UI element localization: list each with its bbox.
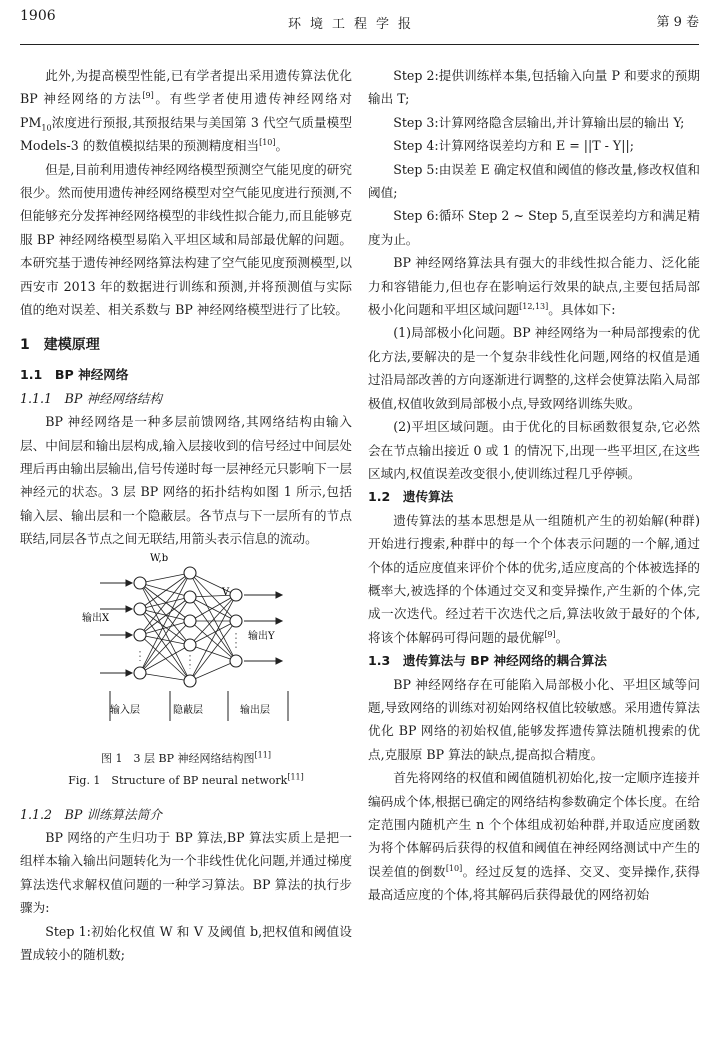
- hidden-node: [184, 639, 196, 651]
- subsection-heading: 1.2 遗传算法: [368, 489, 454, 505]
- volume-label: 第 9 卷: [656, 15, 699, 30]
- right-column: [368, 64, 700, 907]
- paragraph: 此外,为提高模型性能,已有学者提出采用遗传算法优化 BP 神经网络的方法[9]。有些学者使用遗传神经网络对 $PM_{10}$浓度进行预报,其预报结果与美国第 3 代空气质量模型 Models-3 的数值模拟结果的预测精度相当[10]。: [20, 68, 353, 154]
- paragraph: Step 1:初始化权值 W 和 V 及阈值 b,把权值和阈值设置成较小的随机数;: [20, 923, 352, 963]
- step-item: Step 2:提供训练样本集,包括输入向量 P 和要求的预期输出 T;: [368, 68, 700, 107]
- output-label: 输出Y: [248, 630, 275, 642]
- output-node: [230, 589, 242, 601]
- step-item: Step 4:计算网络误差均方和 E = ||T - Y||;: [393, 138, 634, 154]
- page-header: [0, 0, 717, 60]
- connection: [140, 583, 190, 597]
- citation: [12,13]: [519, 301, 549, 311]
- paragraph: (2)平坦区域问题。由于优化的目标函数很复杂,它必然会在节点输出接近 0 或 1 的情况下,出现一些平坦区,在这些区域内,权值误差改变很小,使训练过程几乎停顿。: [368, 419, 700, 481]
- paragraph: BP 神经网络算法具有强大的非线性拟合能力、泛化能力和容错能力,但也存在影响运行效果的缺点,主要包括局部极小化问题和平坦区域问题[12,13]。具体如下:: [368, 255, 700, 318]
- layer-label-hidden: 隐蔽层: [173, 704, 203, 716]
- figure-1: [20, 551, 352, 799]
- citation: [10]: [259, 138, 276, 148]
- input-arrow-head: [126, 632, 132, 638]
- connection: [140, 609, 190, 681]
- step-item: Step 6:循环 Step 2 ~ Step 5,直至误差均方和满足精度为止。: [368, 208, 700, 247]
- hidden-node: [184, 591, 196, 603]
- paragraph: (1)局部极小化问题。BP 神经网络为一种局部搜索的优化方法,要解决的是一个复杂非线性化问题,网络的权值是通过沿局部改善的方向逐渐进行调整的,这样会使算法陷入局部极值,权值收敛到局部极小点,导致网络训练失败。: [368, 325, 700, 411]
- hidden-node: [184, 615, 196, 627]
- output-arrow-head: [276, 618, 282, 624]
- weight-label-v: V: [222, 586, 230, 598]
- paragraph: 遗传算法的基本思想是从一组随机产生的初始解(种群)开始进行搜索,种群中的每一个个体表示问题的一个解,通过个体的适应度值来评价个体的优劣,适应度高的个体被选择的概率大,被选择的个体通过交叉和变异操作,产生新的个体,完成一次迭代。经过若干次迭代之后,算法收敛于最好的个体,将该个体解码可得问题的最优解[9]。: [368, 512, 700, 645]
- subsubsection-heading: 1.1.2 BP 训练算法简介: [20, 806, 162, 822]
- paragraph: 但是,目前利用遗传神经网络模型预测空气能见度的研究很少。然而使用遗传神经网络模型对空气能见度进行预测,不但能够充分发挥神经网络模型的非线性拟合能力,而且能够克服 BP 神经网络模型易陷入平坦区域和局部最优解的问题。本研究基于遗传神经网络算法构建了空气能见度预测模型,以西安市 2013 年的数据进行训练和预测,并将预测值与实际值的绝对误差、相关系数与 BP 神经网络模型进行了比较。: [20, 161, 352, 318]
- section-heading: 1 建模原理: [20, 337, 100, 354]
- hidden-node: [184, 567, 196, 579]
- citation: [9]: [142, 91, 154, 101]
- input-arrow-head: [126, 580, 132, 586]
- paragraph: BP 神经网络是一种多层前馈网络,其网络结构由输入层、中间层和输出层构成,输入层接收到的信号经过中间层处理后再由输出层输出,信号传递时每一层神经元只影响下一层神经元的状态。3 层 BP 网络的拓扑结构如图 1 所示,包括输入层、输出层和一个隐蔽层。各节点与下一层所有的节点联结,同层各节点之间无联结,用箭头表示信息的流动。: [20, 414, 352, 547]
- input-node: [134, 577, 146, 589]
- paragraph: BP 网络的产生归功于 BP 算法,BP 算法实质上是把一组样本输入输出问题转化为一个非线性优化问题,并通过梯度算法迭代求解权值问题的一种学习算法。BP 算法的执行步骤为:: [20, 830, 352, 916]
- page-number: 1906: [20, 8, 56, 24]
- weight-label-wb: W,b: [150, 552, 169, 564]
- input-node: [134, 629, 146, 641]
- subsubsection-heading: 1.1.1 BP 神经网络结构: [20, 390, 162, 406]
- figure-caption-cn: 图 1 3 层 BP 神经网络结构图[11]: [101, 750, 271, 766]
- figure-caption-en: Fig. 1 Structure of BP neural network[11]: [68, 772, 304, 788]
- input-node: [134, 667, 146, 679]
- connection: [140, 597, 190, 673]
- hidden-node: [184, 675, 196, 687]
- layer-label-output: 输出层: [240, 704, 270, 716]
- connection: [190, 661, 236, 681]
- paragraph: BP 神经网络存在可能陷入局部极小化、平坦区域等问题,导致网络的训练对初始网络权值比较敏感。采用遗传算法优化 BP 网络的初始权值,能够发挥遗传算法随机搜索的优点,克服原 BP 算法的缺点,提高拟合精度。: [368, 676, 700, 762]
- citation: [10]: [445, 863, 463, 873]
- journal-title: 环境工程学报: [288, 17, 421, 32]
- header-rule: [20, 44, 699, 45]
- step-item: Step 3:计算网络隐含层输出,并计算输出层的输出 Y;: [393, 114, 685, 130]
- output-arrow-head: [276, 658, 282, 664]
- input-node: [134, 603, 146, 615]
- output-arrow-head: [276, 592, 282, 598]
- input-arrow-head: [126, 606, 132, 612]
- step-item: Step 5:由误差 E 确定权值和阈值的修改量,修改权值和阈值;: [368, 161, 700, 201]
- citation: [9]: [544, 629, 556, 639]
- layer-label-input: 输入层: [110, 704, 140, 716]
- subsection-heading: 1.1 BP 神经网络: [20, 367, 129, 383]
- left-column: [20, 64, 352, 967]
- paragraph: 首先将网络的权值和阈值随机初始化,按一定顺序连接并编码成个体,根据已确定的网络结构参数确定个体长度。在给定范围内随机产生 n 个个体组成初始种群,并取适应度函数为将个体解码后获得的权值和阈值在神经网络测试中产生的误差值的倒数[10]。经过反复的选择、交叉、变异操作,获得最高适应度的个体,将其解码后获得最优的网络初始: [368, 770, 701, 903]
- neural-network-diagram: [20, 551, 352, 741]
- input-arrow-head: [126, 670, 132, 676]
- input-label: 输出X: [82, 612, 110, 624]
- connection: [140, 645, 190, 673]
- connection: [140, 583, 190, 681]
- output-node: [230, 655, 242, 667]
- output-node: [230, 615, 242, 627]
- subsection-heading: 1.3 遗传算法与 BP 神经网络的耦合算法: [368, 653, 607, 669]
